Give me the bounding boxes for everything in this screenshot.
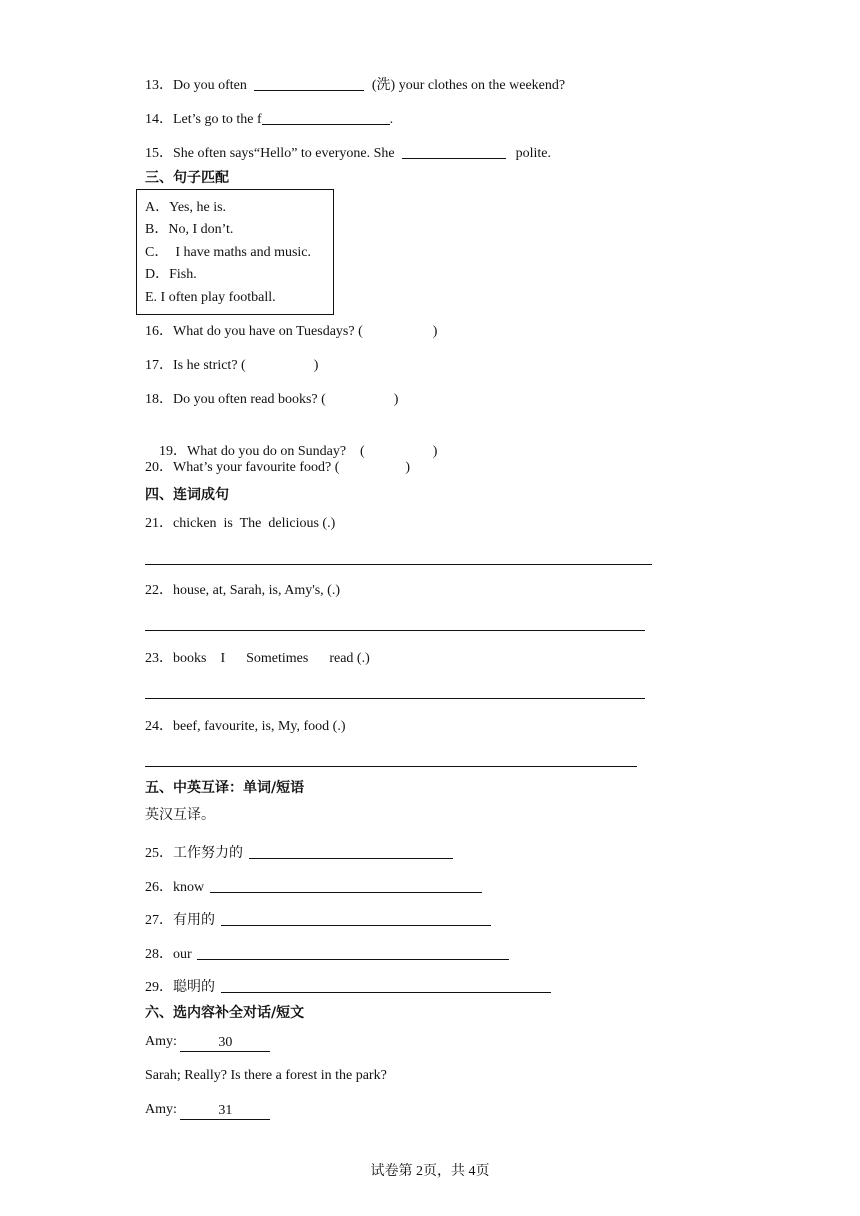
question-25 <box>145 842 453 860</box>
option-b: B．No, I don’t. <box>145 222 234 237</box>
question-text: chicken is The delicious (.) <box>173 516 336 531</box>
question-number: 25． <box>145 846 173 861</box>
question-number: 26． <box>145 880 173 895</box>
answer-line-22[interactable] <box>145 630 645 631</box>
close-paren: ) <box>405 460 411 475</box>
question-16 <box>145 323 437 341</box>
question-14 <box>145 108 393 126</box>
question-number: 29． <box>145 980 173 995</box>
question-29 <box>145 976 551 994</box>
question-23 <box>145 650 370 668</box>
section-4-title: 四、连词成句 <box>145 487 229 503</box>
dialogue-line-sarah: Sarah; Really? Is there a forest in the park? <box>145 1068 387 1083</box>
question-number: 22． <box>145 583 173 598</box>
dialogue-blank-31[interactable]: 31 <box>180 1103 270 1120</box>
answer-blank[interactable] <box>210 878 482 893</box>
page-footer: 试卷第 2页，共 4页 <box>370 1164 490 1179</box>
section-5-instruction: 英汉互译。 <box>145 808 215 823</box>
question-text: Is he strict? ( <box>173 358 246 373</box>
question-21 <box>145 515 335 533</box>
answer-blank[interactable] <box>262 110 390 125</box>
question-number: 21． <box>145 516 173 531</box>
dialogue-blank-30[interactable]: 30 <box>180 1035 270 1052</box>
question-text: beef, favourite, is, My, food (.) <box>173 719 346 734</box>
question-text: 聪明的 <box>173 980 219 995</box>
question-19 <box>145 425 438 459</box>
question-22 <box>145 582 340 600</box>
answer-line-21[interactable] <box>145 564 652 565</box>
question-number: 17． <box>145 358 173 373</box>
question-text-after: . <box>389 112 394 127</box>
answer-line-23[interactable] <box>145 698 645 699</box>
question-number: 24． <box>145 719 173 734</box>
question-number: 19． <box>159 444 187 459</box>
question-text: house, at, Sarah, is, Amy's, (.) <box>173 583 341 598</box>
question-number: 23． <box>145 651 173 666</box>
question-text: our <box>173 947 196 962</box>
question-text: What do you do on Sunday? ( <box>187 444 365 459</box>
question-text-after: polite. <box>512 146 551 161</box>
question-number: 28． <box>145 947 173 962</box>
option-d: D．Fish. <box>145 267 197 282</box>
dialogue-line-amy-30 <box>145 1033 270 1051</box>
option-e: E. I often play football. <box>145 290 276 305</box>
question-text: Do you often read books? ( <box>173 392 326 407</box>
section-3-title: 三、句子匹配 <box>145 170 229 186</box>
question-15 <box>145 142 551 160</box>
answer-blank[interactable] <box>221 978 551 993</box>
question-27 <box>145 909 491 927</box>
question-text: What do you have on Tuesdays? ( <box>173 324 363 339</box>
close-paren: ) <box>432 324 438 339</box>
section-5-title: 五、中英互译：单词/短语 <box>145 780 305 796</box>
question-number: 20． <box>145 460 173 475</box>
dialogue-line-amy-31 <box>145 1101 270 1119</box>
answer-blank[interactable] <box>402 144 506 159</box>
question-number: 16． <box>145 324 173 339</box>
question-13 <box>145 74 565 92</box>
answer-blank[interactable] <box>221 911 491 926</box>
answer-blank[interactable] <box>254 76 364 91</box>
question-text: books I Sometimes read (.) <box>173 651 370 666</box>
answer-line-24[interactable] <box>145 766 637 767</box>
close-paren: ) <box>432 444 438 459</box>
question-text: She often says“Hello” to everyone. She <box>173 146 399 161</box>
question-text: 工作努力的 <box>173 846 247 861</box>
section-6-title: 六、选内容补全对话/短文 <box>145 1005 305 1021</box>
question-24 <box>145 718 345 736</box>
answer-blank[interactable] <box>197 945 509 960</box>
question-text: 有用的 <box>173 913 219 928</box>
question-text: Let’s go to the f <box>173 112 262 127</box>
question-26 <box>145 876 482 894</box>
question-text: know <box>173 880 208 895</box>
question-number: 13． <box>145 78 173 93</box>
speaker-label: Amy: <box>145 1034 177 1049</box>
options-box <box>136 189 334 315</box>
question-text: What’s your favourite food? ( <box>173 460 340 475</box>
close-paren: ) <box>393 392 399 407</box>
question-17 <box>145 357 318 375</box>
answer-blank[interactable] <box>249 844 453 859</box>
close-paren: ) <box>313 358 319 373</box>
option-a: A．Yes, he is. <box>145 200 227 215</box>
option-c: C． I have maths and music. <box>145 245 312 260</box>
question-number: 14． <box>145 112 173 127</box>
question-number: 15． <box>145 146 173 161</box>
question-number: 27． <box>145 913 173 928</box>
question-text: Do you often <box>173 78 251 93</box>
question-18 <box>145 391 398 409</box>
speaker-label: Amy: <box>145 1102 177 1117</box>
question-20 <box>145 459 410 477</box>
question-number: 18． <box>145 392 173 407</box>
question-text-after: (洗) your clothes on the weekend? <box>368 78 566 93</box>
question-28 <box>145 943 509 961</box>
